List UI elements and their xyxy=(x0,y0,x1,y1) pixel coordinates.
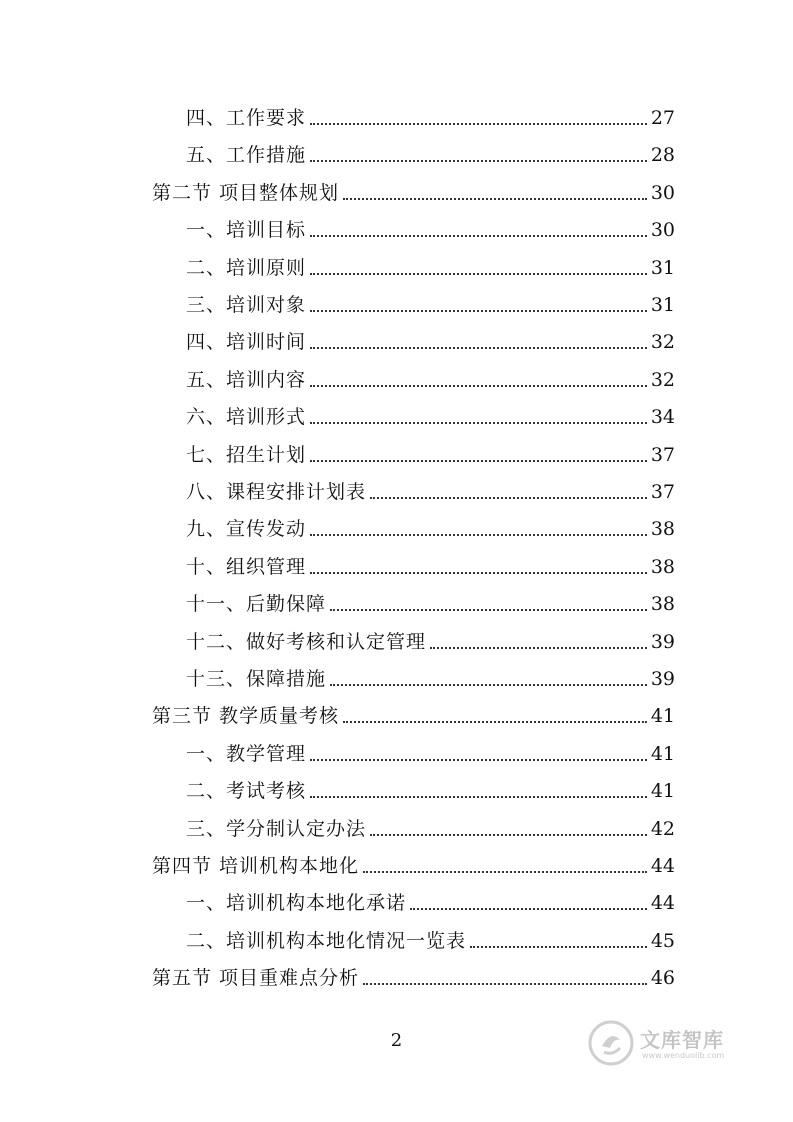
toc-leader-dots xyxy=(430,647,647,649)
toc-entry[interactable] xyxy=(0,287,793,324)
toc-entry-label: 十、组织管理 xyxy=(186,555,307,578)
toc-leader-dots xyxy=(310,310,647,312)
toc-entry-label: 一、教学管理 xyxy=(186,742,307,765)
toc-entry[interactable] xyxy=(0,549,793,586)
toc-entry-page: 32 xyxy=(650,368,675,391)
toc-entry-page: 39 xyxy=(650,630,675,653)
toc-entry-label: 七、招生计划 xyxy=(186,443,307,466)
toc-leader-dots xyxy=(310,759,647,761)
toc-leader-dots xyxy=(310,123,647,125)
toc-entry-label: 一、培训机构本地化承诺 xyxy=(186,892,407,915)
toc-entry-label: 二、考试考核 xyxy=(186,780,307,803)
toc-entry[interactable] xyxy=(0,736,793,773)
toc-entry-label: 四、工作要求 xyxy=(186,107,307,129)
toc-entry-label: 第二节 项目整体规划 xyxy=(152,181,340,204)
watermark-url: www.wenduolib.com xyxy=(642,1051,725,1060)
toc-entry-page: 42 xyxy=(650,817,675,840)
toc-entry-label: 第四节 培训机构本地化 xyxy=(152,855,360,877)
toc-entry-page: 31 xyxy=(650,294,675,316)
toc-entry-label: 十一、后勤保障 xyxy=(186,593,327,616)
toc-leader-dots xyxy=(310,796,647,798)
toc-leader-dots xyxy=(310,347,647,349)
toc-leader-dots xyxy=(310,385,647,387)
toc-entry-page: 37 xyxy=(650,443,675,466)
toc-entry-page: 28 xyxy=(650,144,675,167)
toc-entry-page: 38 xyxy=(650,593,675,616)
toc-leader-dots xyxy=(310,235,647,237)
toc-leader-dots xyxy=(370,497,647,499)
toc-entry[interactable] xyxy=(0,212,793,249)
toc-entry-page: 45 xyxy=(650,929,675,952)
watermark-logo-icon xyxy=(588,1020,634,1066)
toc-entry-page: 39 xyxy=(650,668,675,690)
toc-leader-dots xyxy=(363,983,647,985)
toc-leader-dots xyxy=(310,460,647,462)
toc-entry-label: 五、培训内容 xyxy=(186,368,307,391)
toc-entry-page: 34 xyxy=(650,406,675,429)
watermark xyxy=(588,1020,758,1074)
toc-leader-dots xyxy=(330,684,647,686)
toc-leader-dots xyxy=(470,946,647,948)
toc-entry[interactable] xyxy=(0,661,793,698)
toc-entry[interactable] xyxy=(0,511,793,548)
toc-entry-page: 44 xyxy=(650,855,675,877)
toc-entry[interactable] xyxy=(0,324,793,361)
toc-entry-label: 九、宣传发动 xyxy=(186,518,307,541)
toc-entry-label: 二、培训机构本地化情况一览表 xyxy=(186,929,467,952)
toc-leader-dots xyxy=(310,273,647,275)
toc-entry-label: 十二、做好考核和认定管理 xyxy=(186,630,427,653)
toc-entry[interactable] xyxy=(0,698,793,735)
toc-entry-page: 38 xyxy=(650,518,675,541)
toc-entry-page: 38 xyxy=(650,555,675,578)
toc-entry-label: 第五节 项目重难点分析 xyxy=(152,967,360,990)
toc-leader-dots xyxy=(310,422,647,424)
toc-entry-label: 一、培训目标 xyxy=(186,219,307,242)
toc-entry[interactable] xyxy=(0,175,793,212)
toc-leader-dots xyxy=(363,871,647,873)
toc-entry-page: 37 xyxy=(650,481,675,503)
toc-entry[interactable] xyxy=(0,399,793,436)
toc-entry[interactable] xyxy=(0,100,793,137)
toc-entry-page: 41 xyxy=(650,780,675,803)
toc-leader-dots xyxy=(330,609,647,611)
toc-leader-dots xyxy=(310,572,647,574)
watermark-brand: 文库智库 xyxy=(640,1028,724,1052)
toc-entry[interactable] xyxy=(0,437,793,474)
toc-entry-page: 44 xyxy=(650,892,675,915)
toc-leader-dots xyxy=(310,160,647,162)
toc-entry-page: 31 xyxy=(650,256,675,279)
toc-leader-dots xyxy=(343,721,647,723)
toc-entry-label: 三、培训对象 xyxy=(186,294,307,316)
toc-entry-label: 二、培训原则 xyxy=(186,256,307,279)
toc-entry[interactable] xyxy=(0,624,793,661)
toc-entry[interactable] xyxy=(0,474,793,511)
toc-entry[interactable] xyxy=(0,885,793,922)
toc-entry[interactable] xyxy=(0,137,793,174)
toc-entry-page: 27 xyxy=(650,107,675,129)
toc-entry-label: 五、工作措施 xyxy=(186,144,307,167)
toc-entry[interactable] xyxy=(0,960,793,997)
toc-entry-page: 46 xyxy=(650,967,675,990)
toc-entry-label: 八、课程安排计划表 xyxy=(186,481,367,503)
toc-leader-dots xyxy=(410,908,647,910)
toc-entry-page: 41 xyxy=(650,742,675,765)
toc-leader-dots xyxy=(370,834,647,836)
toc-entry-page: 30 xyxy=(650,181,675,204)
toc-entry[interactable] xyxy=(0,773,793,810)
toc-entry[interactable] xyxy=(0,923,793,960)
toc-leader-dots xyxy=(310,534,647,536)
toc-entry-label: 三、学分制认定办法 xyxy=(186,817,367,840)
toc-entry-page: 30 xyxy=(650,219,675,242)
toc-entry-label: 十三、保障措施 xyxy=(186,668,327,690)
toc-entry[interactable] xyxy=(0,811,793,848)
toc-entry[interactable] xyxy=(0,586,793,623)
toc-entry[interactable] xyxy=(0,848,793,885)
toc-entry-page: 41 xyxy=(650,705,675,728)
toc-entry-page: 32 xyxy=(650,331,675,354)
toc-entry-label: 四、培训时间 xyxy=(186,331,307,354)
toc-entry-label: 六、培训形式 xyxy=(186,406,307,429)
toc-leader-dots xyxy=(343,198,647,200)
toc-entry[interactable] xyxy=(0,250,793,287)
page-number: 2 xyxy=(390,1030,403,1051)
toc-entry[interactable] xyxy=(0,362,793,399)
toc-entry-label: 第三节 教学质量考核 xyxy=(152,705,340,728)
